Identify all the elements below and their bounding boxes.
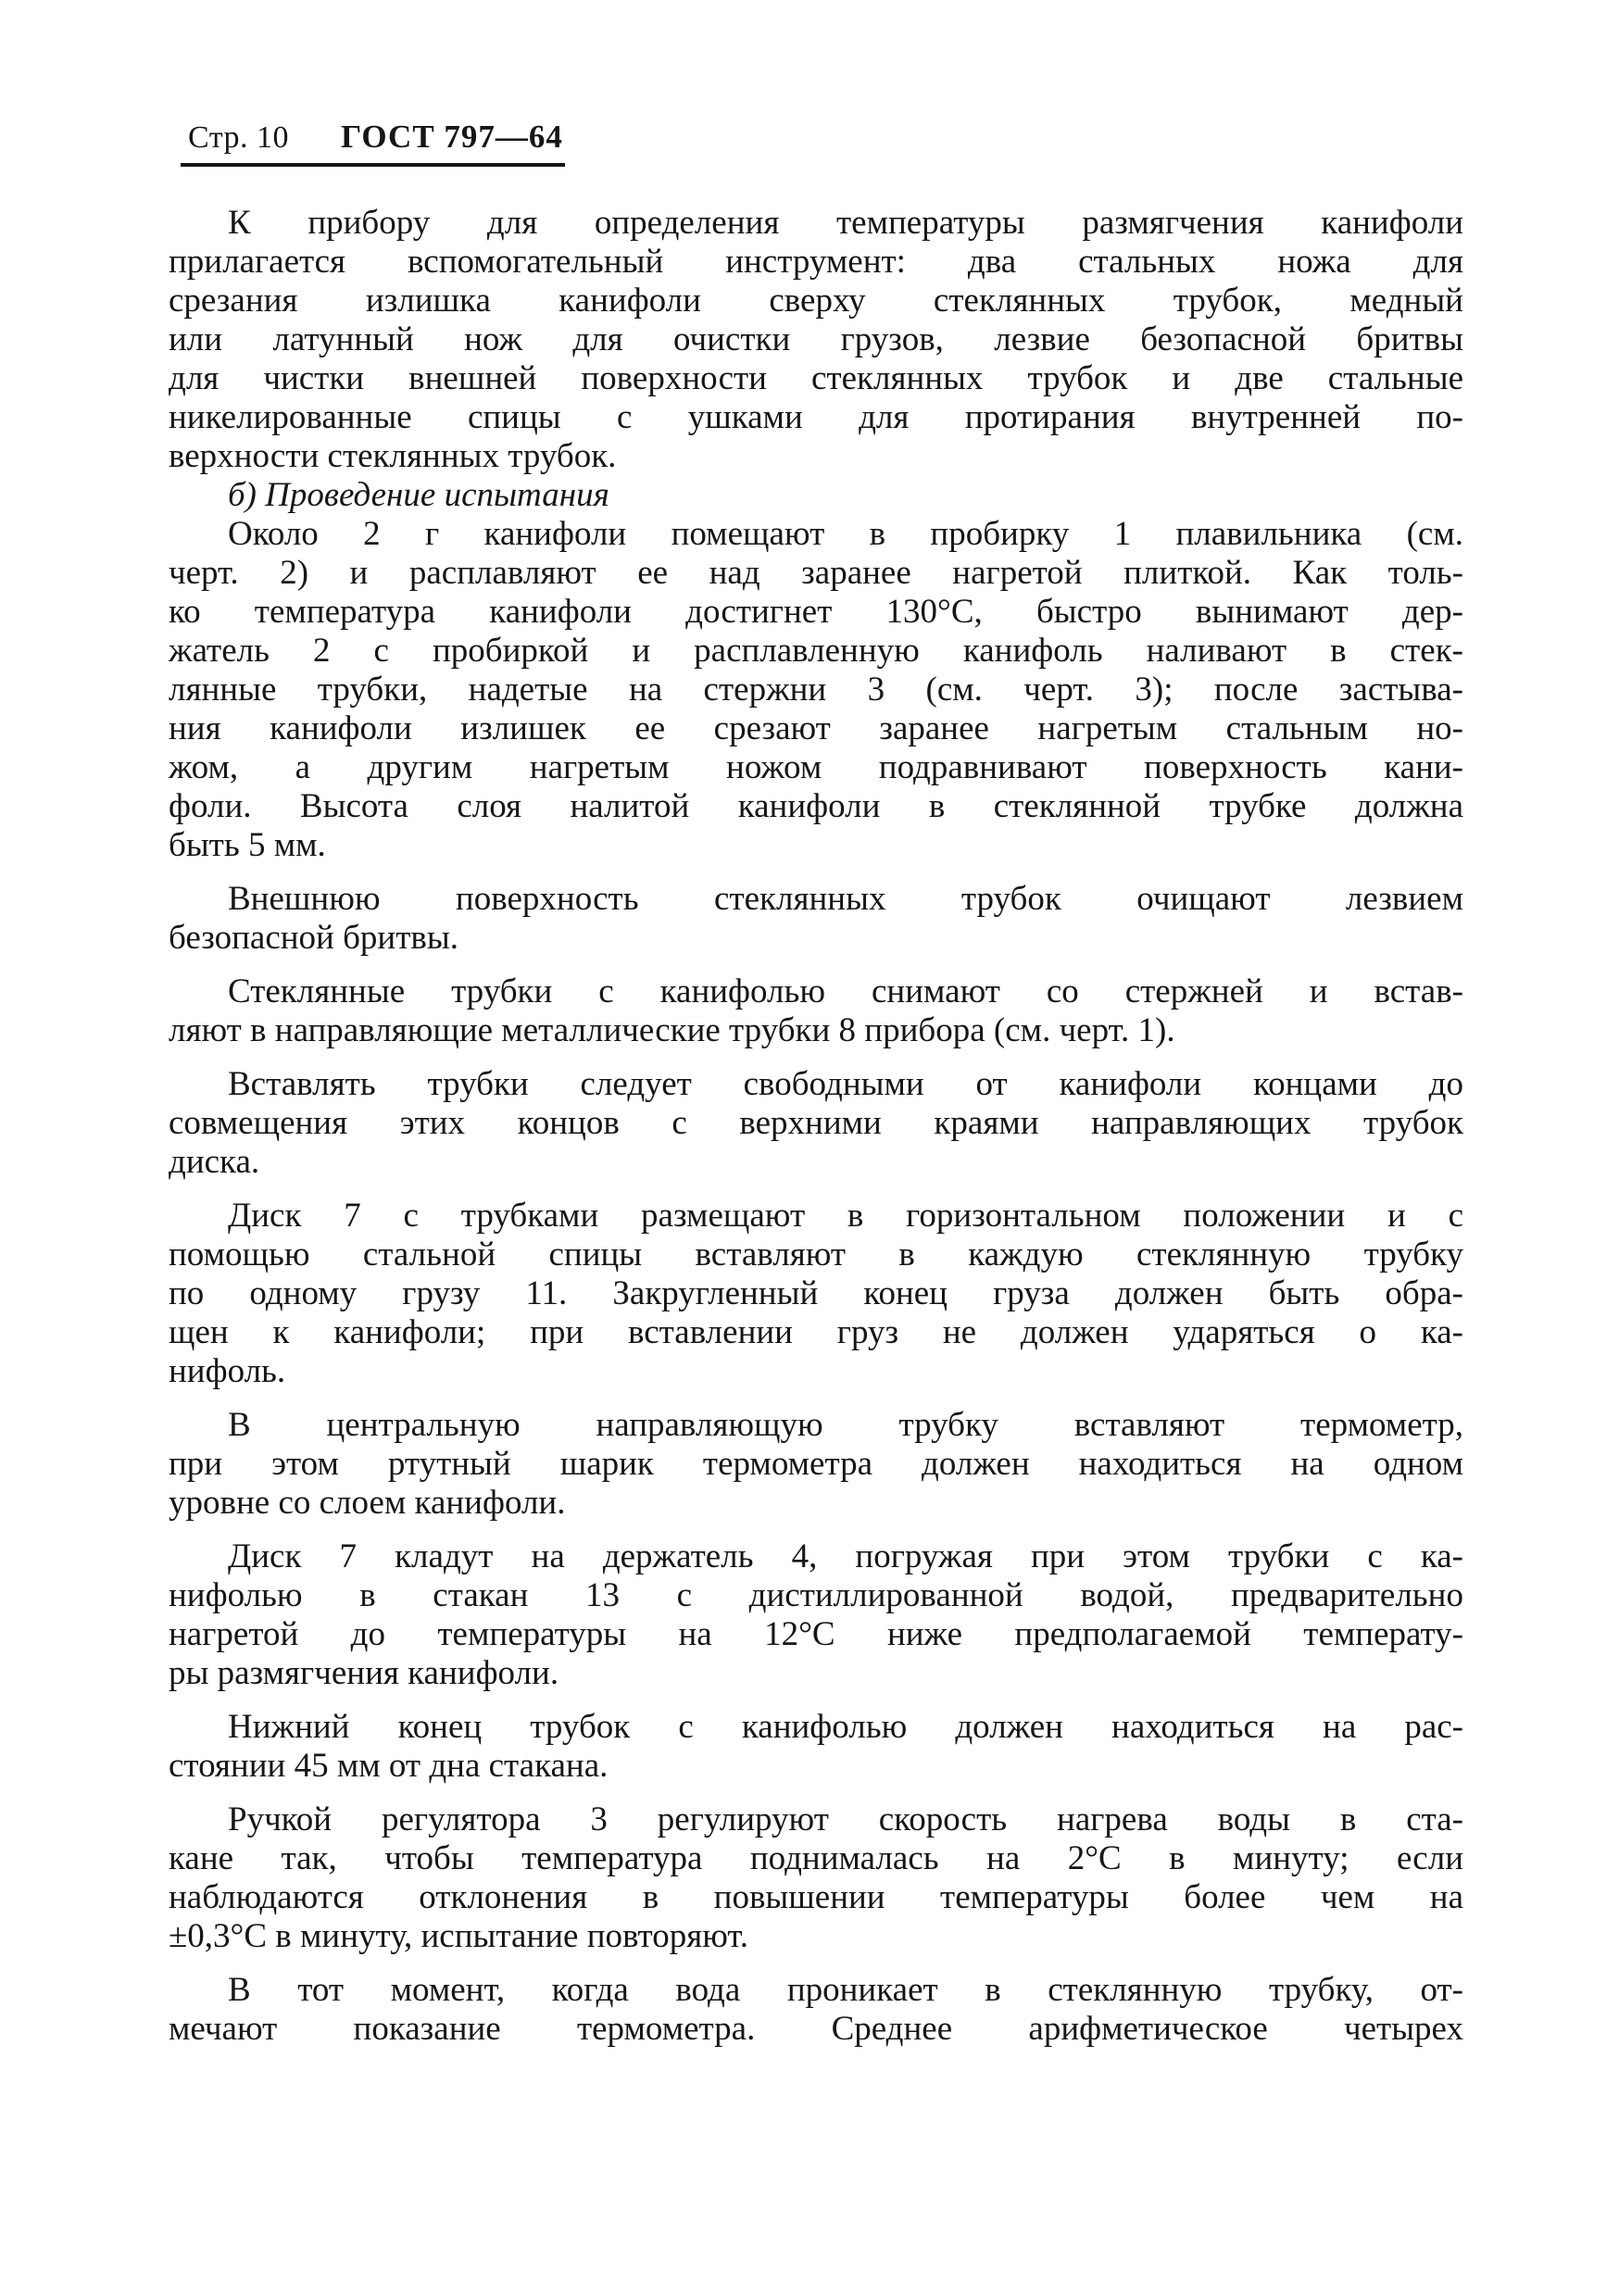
text-line: или латунный нож для очистки грузов, лезвие безопасной бритвы bbox=[169, 320, 1463, 358]
text-line: ния канифоли излишек ее срезают заранее нагретым стальным но- bbox=[169, 709, 1463, 747]
text-line: нагретой до температуры на 12°С ниже предполагаемой температу- bbox=[169, 1615, 1463, 1653]
text-line: ляют в направляющие металлические трубки 8 прибора (см. черт. 1). bbox=[169, 1011, 1175, 1049]
text-line: Ручкой регулятора 3 регулируют скорость нагрева воды в ста- bbox=[228, 1800, 1463, 1838]
paragraph bbox=[169, 515, 1463, 865]
paragraph bbox=[169, 1406, 1463, 1523]
section-heading bbox=[169, 476, 1463, 515]
text-line: ко температура канифоли достигнет 130°С, быстро вынимают дер- bbox=[169, 593, 1463, 631]
text-line: ры размягчения канифоли. bbox=[169, 1654, 559, 1692]
text-line: мечают показание термометра. Среднее арифметическое четырех bbox=[169, 2010, 1463, 2048]
text-line: жатель 2 с пробиркой и расплавленную канифоль наливают в стек- bbox=[169, 632, 1463, 670]
text-line: безопасной бритвы. bbox=[169, 919, 458, 957]
text-line: стоянии 45 мм от дна стакана. bbox=[169, 1747, 609, 1785]
text-line: К прибору для определения температуры размягчения канифоли bbox=[228, 204, 1463, 242]
section-title: б) Проведение испытания bbox=[228, 476, 609, 514]
text-line: наблюдаются отклонения в повышении температуры более чем на bbox=[169, 1878, 1463, 1916]
text-line: прилагается вспомогательный инструмент: два стальных ножа для bbox=[169, 243, 1463, 281]
text-line: нифолью в стакан 13 с дистиллированной водой, предварительно bbox=[169, 1576, 1463, 1614]
paragraph bbox=[169, 1971, 1463, 2049]
paragraph bbox=[169, 204, 1463, 476]
paragraph bbox=[169, 1708, 1463, 1786]
text-line: Диск 7 с трубками размещают в горизонтальном положении и с bbox=[228, 1197, 1463, 1235]
text-line: срезания излишка канифоли сверху стеклянных трубок, медный bbox=[169, 282, 1463, 320]
text-line: В центральную направляющую трубку вставляют термометр, bbox=[228, 1406, 1463, 1444]
text-line: Диск 7 кладут на держатель 4, погружая при этом трубки с ка- bbox=[228, 1537, 1463, 1575]
text-line: черт. 2) и расплавляют ее над заранее нагретой плиткой. Как толь- bbox=[169, 554, 1463, 592]
document-body bbox=[169, 204, 1463, 2049]
page-number: Стр. 10 bbox=[188, 120, 290, 155]
text-line: Внешнюю поверхность стеклянных трубок очищают лезвием bbox=[228, 880, 1463, 918]
paragraph bbox=[169, 972, 1463, 1050]
text-line: кане так, чтобы температура поднималась на 2°С в минуту; если bbox=[169, 1839, 1463, 1877]
text-line: при этом ртутный шарик термометра должен находиться на одном bbox=[169, 1445, 1463, 1483]
text-line: диска. bbox=[169, 1143, 260, 1181]
paragraph bbox=[169, 1800, 1463, 1956]
paragraph bbox=[169, 1197, 1463, 1391]
text-line: совмещения этих концов с верхними краями направляющих трубок bbox=[169, 1104, 1463, 1142]
text-line: по одному грузу 11. Закругленный конец груза должен быть обра- bbox=[169, 1274, 1463, 1312]
text-line: уровне со слоем канифоли. bbox=[169, 1484, 566, 1522]
text-line: Около 2 г канифоли помещают в пробирку 1 плавильника (см. bbox=[228, 515, 1463, 553]
standard-designation: ГОСТ 797—64 bbox=[341, 119, 563, 155]
text-line: Нижний конец трубок с канифолью должен находиться на рас- bbox=[228, 1708, 1463, 1746]
text-line: верхности стеклянных трубок. bbox=[169, 437, 617, 475]
text-line: жом, а другим нагретым ножом подравнивают поверхность кани- bbox=[169, 748, 1463, 786]
text-line: нифоль. bbox=[169, 1352, 286, 1390]
paragraph bbox=[169, 1065, 1463, 1182]
text-line: Стеклянные трубки с канифолью снимают со стержней и встав- bbox=[228, 972, 1463, 1010]
text-line: помощью стальной спицы вставляют в каждую стеклянную трубку bbox=[169, 1236, 1463, 1273]
text-line: В тот момент, когда вода проникает в стеклянную трубку, от- bbox=[228, 1971, 1463, 2009]
text-line: быть 5 мм. bbox=[169, 826, 326, 864]
paragraph bbox=[169, 1537, 1463, 1693]
text-line: для чистки внешней поверхности стеклянных трубок и две стальные bbox=[169, 359, 1463, 397]
text-line: никелированные спицы с ушками для протирания внутренней по- bbox=[169, 398, 1463, 436]
page-header bbox=[181, 109, 565, 167]
paragraph bbox=[169, 880, 1463, 958]
text-line: Вставлять трубки следует свободными от канифоли концами до bbox=[228, 1065, 1463, 1103]
text-line: лянные трубки, надетые на стержни 3 (см. черт. 3); после застыва- bbox=[169, 671, 1463, 709]
text-line: щен к канифоли; при вставлении груз не должен ударяться о ка- bbox=[169, 1313, 1463, 1351]
text-line: фоли. Высота слоя налитой канифоли в стеклянной трубке должна bbox=[169, 787, 1463, 825]
text-line: ±0,3°С в минуту, испытание повторяют. bbox=[169, 1917, 749, 1955]
